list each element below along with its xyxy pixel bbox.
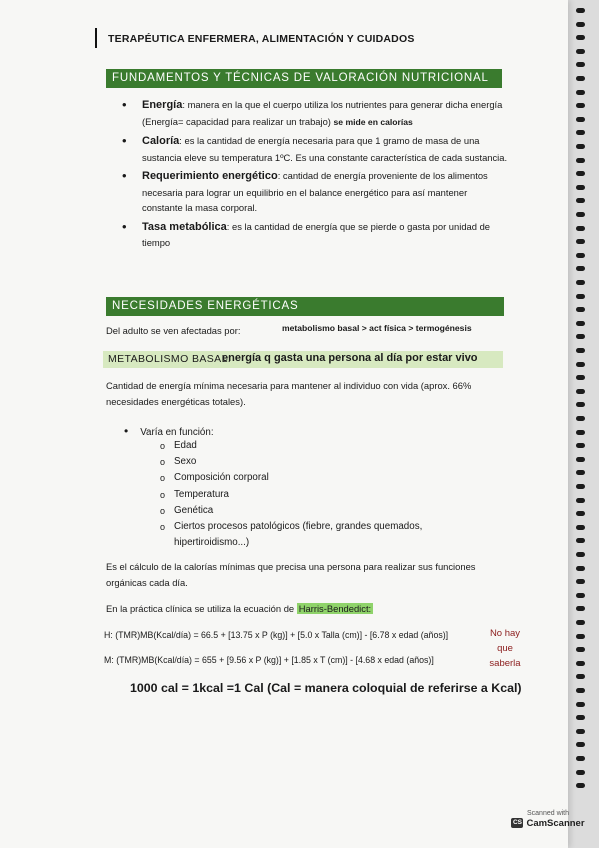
binding-ring	[576, 511, 585, 516]
binding-ring	[576, 538, 585, 543]
binding-ring	[576, 321, 585, 326]
binding-ring	[576, 212, 585, 217]
binding-ring	[576, 783, 585, 788]
binding-ring	[576, 715, 585, 720]
binding-ring	[576, 117, 585, 122]
binding-ring	[576, 49, 585, 54]
binding-ring	[576, 90, 585, 95]
binding-ring	[576, 35, 585, 40]
binding-ring	[576, 334, 585, 339]
camscanner-logo-icon: CS	[512, 819, 522, 827]
calc-text: Es el cálculo de la calorías mínimas que precisa una persona para realizar sus funciones orgánicas cada día.	[106, 561, 476, 588]
binding-ring	[576, 198, 585, 203]
camscanner-watermark: Scanned with CS CamScanner	[512, 810, 585, 829]
page-header: TERAPÉUTICA ENFERMERA, ALIMENTACIÓN Y CUIDADOS	[108, 33, 415, 45]
varia-label: • Varía en función:	[124, 424, 214, 438]
binding-ring	[576, 688, 585, 693]
list-item: o Genética	[160, 503, 434, 519]
binding-ring	[576, 103, 585, 108]
header-rule	[95, 28, 97, 48]
affected-note: metabolismo basal > act física > termogénesis	[282, 323, 472, 333]
conversion-note: 1000 cal = 1kcal =1 Cal (Cal = manera coloquial de referirse a Kcal)	[130, 681, 522, 695]
binding-ring	[576, 525, 585, 530]
binding-ring	[576, 634, 585, 639]
section-necesidades-heading: NECESIDADES ENERGÉTICAS	[106, 297, 504, 316]
list-item: • Caloría: es la cantidad de energía necesaria para que 1 gramo de masa de una sustancia eleve su temperatura 1ºC. Es una constante característica de cada sustancia.	[118, 133, 508, 165]
binding-ring	[576, 484, 585, 489]
binding-ring	[576, 674, 585, 679]
binding-ring	[576, 647, 585, 652]
binding-ring	[576, 620, 585, 625]
affected-label: Del adulto se ven afectadas por:	[106, 325, 241, 336]
binding-ring	[576, 362, 585, 367]
list-item: • Tasa metabólica: es la cantidad de energía que se pierde o gasta por unidad de tiempo	[118, 219, 508, 251]
binding-ring	[576, 294, 585, 299]
list-item: • Requerimiento energético: cantidad de energía proveniente de los alimentos necesaria para lograr un equilibrio en el balance energético para así mantener constante la masa corporal.	[118, 168, 508, 216]
formula-mujer: M: (TMR)MB(Kcal/día) = 655 + [9.56 x P (kg)] + [1.85 x T (cm)] - [4.68 x edad (años)]	[104, 655, 434, 665]
binding-ring	[576, 702, 585, 707]
binding-ring	[576, 307, 585, 312]
binding-ring	[576, 185, 585, 190]
binding-ring	[576, 416, 585, 421]
binding-ring	[576, 552, 585, 557]
formula-hombre: H: (TMR)MB(Kcal/día) = 66.5 + [13.75 x P (kg)] + [5.0 x Talla (cm)] - [6.78 x edad (años)]	[104, 630, 449, 640]
list-item: o Temperatura	[160, 487, 434, 503]
binding-ring	[576, 375, 585, 380]
binding-ring	[576, 144, 585, 149]
binding-ring	[576, 266, 585, 271]
binding-ring	[576, 76, 585, 81]
binding-ring	[576, 729, 585, 734]
binding-ring	[576, 770, 585, 775]
binding-ring	[576, 389, 585, 394]
binding-ring	[576, 443, 585, 448]
binding-ring	[576, 22, 585, 27]
binding-ring	[576, 226, 585, 231]
binding-ring	[576, 756, 585, 761]
spiral-binding	[576, 0, 586, 800]
side-note: No hay que saberla	[489, 628, 521, 669]
mb-definition: Cantidad de energía mínima necesaria para mantener al individuo con vida (aprox. 66% necesidades energéticas totales).	[106, 380, 472, 407]
binding-ring	[576, 253, 585, 258]
handwritten-note: se mide en calorías	[333, 116, 413, 127]
binding-ring	[576, 402, 585, 407]
binding-ring	[576, 742, 585, 747]
binding-ring	[576, 470, 585, 475]
binding-ring	[576, 579, 585, 584]
list-item: • Energía: manera en la que el cuerpo utiliza los nutrientes para generar dicha energía (Energía= capacidad para realizar un trabajo) se mide en calorías	[118, 97, 508, 130]
definitions-list	[118, 97, 508, 254]
binding-ring	[576, 348, 585, 353]
binding-ring	[576, 498, 585, 503]
binding-ring	[576, 171, 585, 176]
binding-ring	[576, 62, 585, 67]
binding-ring	[576, 661, 585, 666]
binding-ring	[576, 566, 585, 571]
list-item: o Ciertos procesos patológicos (fiebre, grandes quemados, hipertiroidismo...)	[160, 519, 434, 551]
binding-ring	[576, 593, 585, 598]
list-item: o Composición corporal	[160, 470, 434, 486]
metabolismo-basal-note: energía q gasta una persona al día por estar vivo	[222, 352, 478, 364]
metabolismo-basal-label: METABOLISMO BASAL:	[108, 353, 232, 365]
factor-list	[160, 438, 434, 551]
list-item: o Sexo	[160, 454, 434, 470]
list-item: o Edad	[160, 438, 434, 454]
section-fundamentos-heading: FUNDAMENTOS Y TÉCNICAS DE VALORACIÓN NUTRICIONAL	[106, 69, 502, 88]
binding-ring	[576, 239, 585, 244]
binding-ring	[576, 430, 585, 435]
practice-text: En la práctica clínica se utiliza la ecuación de Harris-Bendedict:	[106, 603, 372, 614]
binding-ring	[576, 606, 585, 611]
binding-ring	[576, 8, 585, 13]
binding-ring	[576, 280, 585, 285]
binding-ring	[576, 130, 585, 135]
binding-ring	[576, 158, 585, 163]
harris-benedict-highlight: Harris-Bendedict:	[298, 603, 372, 614]
binding-ring	[576, 457, 585, 462]
